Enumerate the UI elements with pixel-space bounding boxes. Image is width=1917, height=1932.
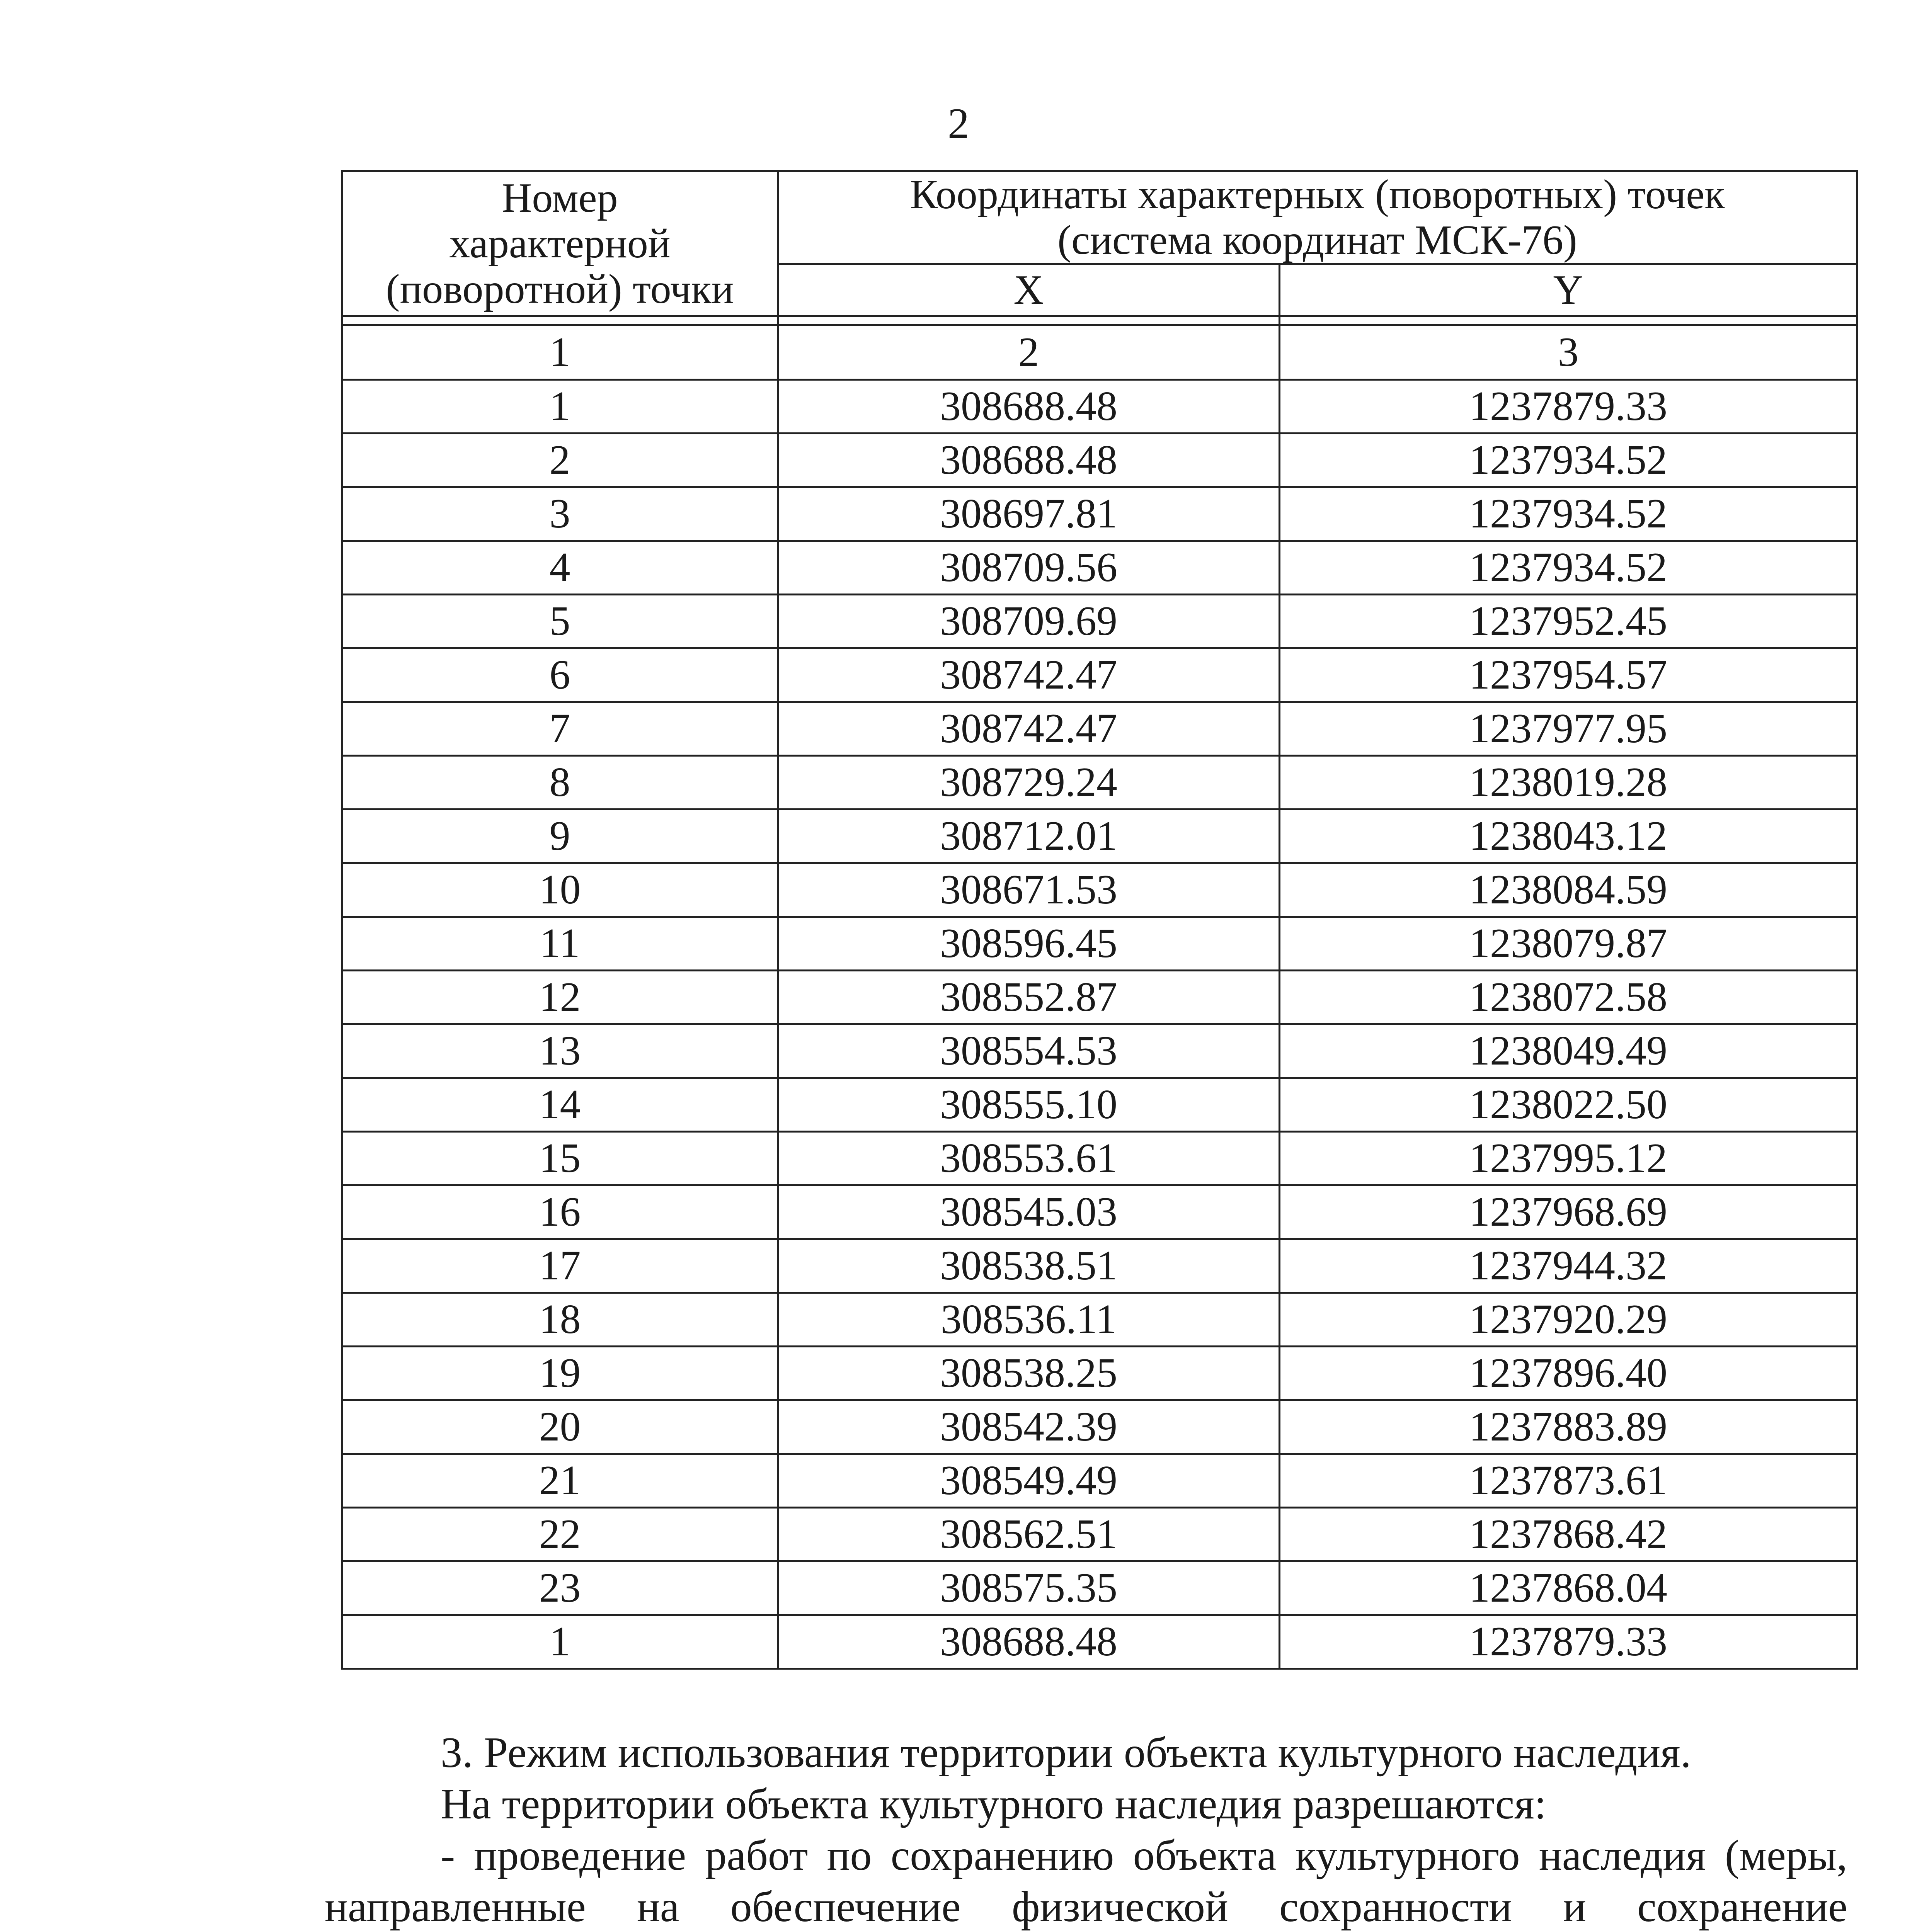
y-coordinate-cell: 1237934.52: [1280, 434, 1857, 487]
y-coordinate-cell: 1238079.87: [1280, 917, 1857, 971]
y-coordinate-cell: 1237868.42: [1280, 1508, 1857, 1561]
table-row: [342, 380, 1857, 434]
y-coordinate-cell: 1237934.52: [1280, 541, 1857, 595]
y-coordinate-cell: 1237883.89: [1280, 1400, 1857, 1454]
x-coordinate-cell: 308545.03: [778, 1185, 1280, 1239]
table-row: [342, 1400, 1857, 1454]
x-coordinate-cell: 308536.11: [778, 1293, 1280, 1347]
point-number-cell: 2: [342, 434, 778, 487]
table-header-row: [342, 171, 1857, 264]
x-coordinate-cell: 308729.24: [778, 756, 1280, 810]
y-coordinate-cell: 1237944.32: [1280, 1239, 1857, 1293]
table-row: [342, 1132, 1857, 1185]
y-coordinate-cell: 1237920.29: [1280, 1293, 1857, 1347]
y-coordinate-cell: 1237995.12: [1280, 1132, 1857, 1185]
table-row: [342, 1185, 1857, 1239]
point-number-cell: 17: [342, 1239, 778, 1293]
point-number-cell: 11: [342, 917, 778, 971]
column-index: 2: [778, 325, 1280, 380]
x-coordinate-cell: 308553.61: [778, 1132, 1280, 1185]
table-row: [342, 1454, 1857, 1508]
y-coordinate-cell: 1238019.28: [1280, 756, 1857, 810]
table-row: [342, 1293, 1857, 1347]
table-row: [342, 756, 1857, 810]
header-coordinates-line: (система координат МСК-76): [1057, 217, 1577, 263]
table-row: [342, 1561, 1857, 1615]
coordinates-table: [341, 170, 1858, 1670]
x-coordinate-cell: 308688.48: [778, 1615, 1280, 1669]
page-number: 2: [948, 100, 969, 148]
x-coordinate-cell: 308562.51: [778, 1508, 1280, 1561]
table-row: [342, 1239, 1857, 1293]
header-point-number-line: (поворотной) точки: [386, 266, 734, 312]
y-coordinate-cell: 1237873.61: [1280, 1454, 1857, 1508]
point-number-cell: 3: [342, 487, 778, 541]
header-x: X: [778, 264, 1280, 316]
point-number-cell: 8: [342, 756, 778, 810]
x-coordinate-cell: 308538.51: [778, 1239, 1280, 1293]
y-coordinate-cell: 1237879.33: [1280, 1615, 1857, 1669]
point-number-cell: 10: [342, 863, 778, 917]
table-row: [342, 863, 1857, 917]
y-coordinate-cell: 1238043.12: [1280, 810, 1857, 863]
x-coordinate-cell: 308549.49: [778, 1454, 1280, 1508]
table-row: [342, 595, 1857, 648]
point-number-cell: 6: [342, 648, 778, 702]
header-separator: [342, 316, 1857, 325]
x-coordinate-cell: 308688.48: [778, 380, 1280, 434]
table-row: [342, 434, 1857, 487]
allowed-intro: На территории объекта культурного наследия разрешаются:: [441, 1780, 1546, 1828]
table-row: [342, 1508, 1857, 1561]
point-number-cell: 7: [342, 702, 778, 756]
column-index-row: [342, 325, 1857, 380]
point-number-cell: 15: [342, 1132, 778, 1185]
header-y: Y: [1280, 264, 1857, 316]
point-number-cell: 19: [342, 1347, 778, 1400]
table-row: [342, 487, 1857, 541]
x-coordinate-cell: 308555.10: [778, 1078, 1280, 1132]
point-number-cell: 20: [342, 1400, 778, 1454]
y-coordinate-cell: 1237934.52: [1280, 487, 1857, 541]
y-coordinate-cell: 1237879.33: [1280, 380, 1857, 434]
header-point-number: [342, 171, 778, 316]
x-coordinate-cell: 308742.47: [778, 702, 1280, 756]
x-coordinate-cell: 308709.56: [778, 541, 1280, 595]
y-coordinate-cell: 1238049.49: [1280, 1024, 1857, 1078]
x-coordinate-cell: 308538.25: [778, 1347, 1280, 1400]
table-row: [342, 702, 1857, 756]
header-coordinates: [778, 171, 1857, 264]
point-number-cell: 5: [342, 595, 778, 648]
header-point-number-line: характерной: [449, 220, 671, 267]
point-number-cell: 9: [342, 810, 778, 863]
point-number-cell: 16: [342, 1185, 778, 1239]
x-coordinate-cell: 308671.53: [778, 863, 1280, 917]
text-line: направленные на обеспечение физической сохранности и сохранение: [325, 1883, 1847, 1931]
table-row: [342, 810, 1857, 863]
table-row: [342, 1347, 1857, 1400]
y-coordinate-cell: 1238022.50: [1280, 1078, 1857, 1132]
point-number-cell: 18: [342, 1293, 778, 1347]
x-coordinate-cell: 308552.87: [778, 971, 1280, 1024]
table-row: [342, 971, 1857, 1024]
x-coordinate-cell: 308697.81: [778, 487, 1280, 541]
point-number-cell: 12: [342, 971, 778, 1024]
y-coordinate-cell: 1238072.58: [1280, 971, 1857, 1024]
y-coordinate-cell: 1237868.04: [1280, 1561, 1857, 1615]
x-coordinate-cell: 308554.53: [778, 1024, 1280, 1078]
section-title: 3. Режим использования территории объекта культурного наследия.: [441, 1729, 1691, 1777]
x-coordinate-cell: 308575.35: [778, 1561, 1280, 1615]
x-coordinate-cell: 308542.39: [778, 1400, 1280, 1454]
point-number-cell: 22: [342, 1508, 778, 1561]
x-coordinate-cell: 308709.69: [778, 595, 1280, 648]
column-index: 1: [342, 325, 778, 380]
y-coordinate-cell: 1237954.57: [1280, 648, 1857, 702]
x-coordinate-cell: 308742.47: [778, 648, 1280, 702]
y-coordinate-cell: 1237968.69: [1280, 1185, 1857, 1239]
text-line: - проведение работ по сохранению объекта культурного наследия (меры,: [441, 1832, 1847, 1879]
x-coordinate-cell: 308688.48: [778, 434, 1280, 487]
y-coordinate-cell: 1237977.95: [1280, 702, 1857, 756]
y-coordinate-cell: 1237952.45: [1280, 595, 1857, 648]
header-point-number-line: Номер: [502, 175, 618, 221]
table-row: [342, 1615, 1857, 1669]
point-number-cell: 4: [342, 541, 778, 595]
table-row: [342, 1078, 1857, 1132]
point-number-cell: 23: [342, 1561, 778, 1615]
table-row: [342, 1024, 1857, 1078]
point-number-cell: 1: [342, 380, 778, 434]
regime-text: [325, 1727, 1847, 1932]
point-number-cell: 21: [342, 1454, 778, 1508]
y-coordinate-cell: 1238084.59: [1280, 863, 1857, 917]
point-number-cell: 14: [342, 1078, 778, 1132]
header-coordinates-line: Координаты характерных (поворотных) точек: [910, 172, 1725, 218]
x-coordinate-cell: 308596.45: [778, 917, 1280, 971]
point-number-cell: 1: [342, 1615, 778, 1669]
table-row: [342, 648, 1857, 702]
y-coordinate-cell: 1237896.40: [1280, 1347, 1857, 1400]
column-index: 3: [1280, 325, 1857, 380]
x-coordinate-cell: 308712.01: [778, 810, 1280, 863]
table-row: [342, 917, 1857, 971]
point-number-cell: 13: [342, 1024, 778, 1078]
item-works-preservation: [325, 1830, 1847, 1932]
table-row: [342, 541, 1857, 595]
